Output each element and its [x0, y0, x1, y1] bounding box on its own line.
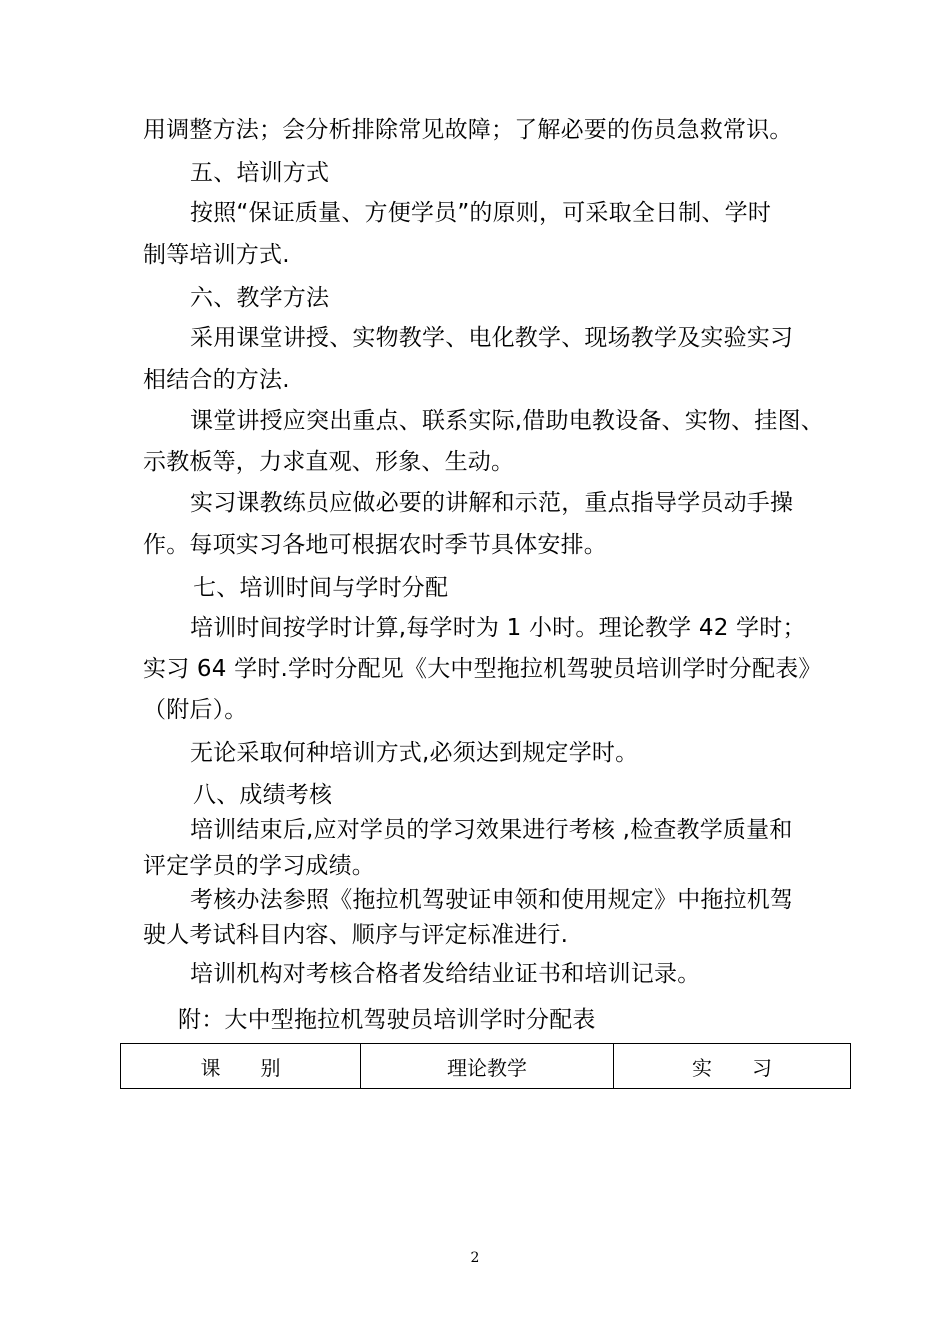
table-header-practice: 实 习	[692, 1055, 772, 1080]
hours-allocation-table	[120, 1043, 851, 1089]
paragraph-line: 考核办法参照《拖拉机驾驶证申领和使用规定》中拖拉机驾	[190, 887, 794, 913]
paragraph-line: 驶人考试科目内容、顺序与评定标准进行.	[143, 922, 569, 948]
paragraph-line: 评定学员的学习成绩。	[143, 853, 375, 879]
section-heading-training-time: 七、培训时间与学时分配	[193, 575, 449, 601]
appendix-title: 附：大中型拖拉机驾驶员培训学时分配表	[178, 1007, 596, 1033]
paragraph-line: 无论采取何种培训方式,必须达到规定学时。	[190, 740, 639, 766]
paragraph-line: 培训机构对考核合格者发给结业证书和培训记录。	[190, 961, 701, 987]
table-header-theory: 理论教学	[361, 1044, 614, 1088]
section-heading-training-mode: 五、培训方式	[190, 160, 330, 186]
paragraph-line: 实习 64 学时.学时分配见《大中型拖拉机驾驶员培训学时分配表》	[143, 656, 822, 682]
paragraph-line: 相结合的方法.	[143, 367, 290, 393]
table-header-category: 课 别	[121, 1044, 361, 1088]
paragraph-line: 课堂讲授应突出重点、联系实际,借助电教设备、实物、挂图、	[190, 408, 824, 434]
paragraph-line: 用调整方法；会分析排除常见故障；了解必要的伤员急救常识。	[143, 117, 793, 143]
paragraph-line: 按照“保证质量、方便学员”的原则，可采取全日制、学时	[190, 200, 772, 226]
paragraph-line: 培训时间按学时计算,每学时为 1 小时。理论教学 42 学时；	[190, 615, 806, 641]
paragraph-line: （附后）。	[143, 697, 248, 723]
page-number: 2	[470, 1250, 480, 1266]
section-heading-assessment: 八、成绩考核	[193, 782, 333, 808]
paragraph-line: 实习课教练员应做必要的讲解和示范，重点指导学员动手操	[190, 490, 794, 516]
paragraph-line: 采用课堂讲授、实物教学、电化教学、现场教学及实验实习	[190, 325, 794, 351]
paragraph-line: 培训结束后,应对学员的学习效果进行考核 ,检查教学质量和	[190, 817, 793, 843]
paragraph-line: 制等培训方式.	[143, 242, 290, 268]
paragraph-line: 作。每项实习各地可根据农时季节具体安排。	[143, 532, 607, 558]
section-heading-teaching-method: 六、教学方法	[190, 285, 330, 311]
paragraph-line: 示教板等，力求直观、形象、生动。	[143, 449, 515, 475]
